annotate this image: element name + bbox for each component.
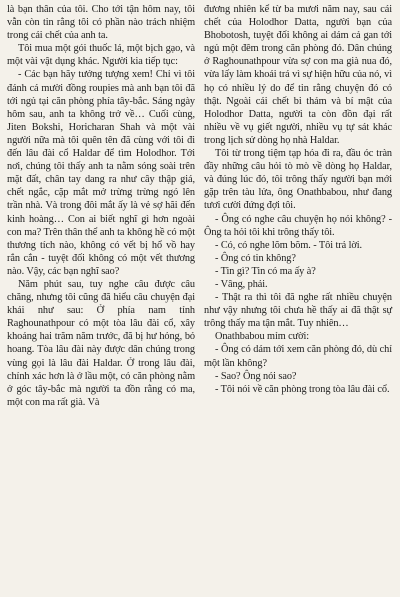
right-text-column bbox=[204, 3, 392, 597]
paragraph: - Thật ra thì tôi đã nghe rất nhiều chuyện như vậy nhưng tôi chưa hề thấy ai đã thật sự trông thấy ma tận mắt. Tuy nhiên… bbox=[204, 292, 392, 330]
paragraph: - Tôi nói về căn phòng trong tòa lâu đài cổ. bbox=[215, 383, 390, 395]
paragraph: - Ông có nghe câu chuyện họ nói không? - Ông ta hỏi tôi khi trông thấy tôi. bbox=[204, 213, 392, 238]
paragraph: - Vâng, phải. bbox=[215, 278, 268, 290]
left-text-column bbox=[7, 3, 195, 597]
paragraph: - Các bạn hãy tưởng tượng xem! Chỉ vì tôi đánh cá mười đồng roupies mà anh bạn tôi đã tới ngủ tại căn phòng phía tây-bắc. Sáng ngày hôm sau, anh ta không trở về… Cuối cùng, Jiten Bokshi, Horicharan Shah và một vài người nữa mà tôi quên tên đã cùng với tôi đi đến lâu đài cổ Haldar để tìm Holodhor. Tới nơi, chúng tôi thấy anh ta nằm sóng soài trên mặt đất, chân tay dang ra như cây thập giá, chết ngắc, cặp mắt mở trừng trừng ngó lên trần nhà. Và trong đôi mắt ấy là vẻ sợ hãi đến kinh hoàng… Con ai biết nghĩ gì hơn ngoài con ma? Trên thân thể anh ta không hề có một thương tích nào, không có vết bị hổ vồ hay rắn cắn - tuyệt đối không có một vết thương nào. Vậy, các bạn nghĩ sao? bbox=[7, 69, 195, 277]
paragraph: Tôi mua một gói thuốc lá, một bịch gạo, và một vài vật dụng khác. Người kia tiếp tục: bbox=[7, 43, 195, 68]
paragraph: - Tin gì? Tin có ma ấy à? bbox=[215, 265, 316, 277]
paragraph: là bạn thân của tôi. Cho tới tận hôm nay, tôi vẫn còn tin rằng tôi có phần nào trách nhiệm trong cái chết của anh ta. bbox=[7, 4, 195, 42]
paragraph: - Ông có dám tới xem căn phòng đó, dù chỉ một lần không? bbox=[204, 344, 392, 369]
paragraph: - Có, có nghe lõm bõm. - Tôi trả lời. bbox=[215, 239, 363, 251]
paragraph: Tôi từ trong tiệm tạp hóa đi ra, đầu óc tràn đầy những câu hỏi tò mò về dòng họ Haldar, và đúng lúc đó, tôi trông thấy người bạn mới gặp trên tàu lửa, ông Onathbabou, như đang tươi cười đứng đợi tôi. bbox=[204, 148, 392, 212]
paragraph: Năm phút sau, tuy nghe câu được câu chăng, nhưng tôi cũng đã hiểu câu chuyện đại khái như sau: Ở phía nam tỉnh Raghounathpour có một tòa lâu đài cổ, xây khoảng hai trăm năm trước, đã bị hư hỏng, bỏ hoang. Tòa lâu đài này được dân chúng trong vùng gọi là lâu đài Haldar. Ở trong lâu đài, chính xác hơn là ở lầu một, có căn phòng nằm ở góc tây-bắc mà người ta đồn rằng có ma, một con ma rất già. Và bbox=[7, 278, 195, 408]
paragraph: Onathbabou mỉm cười: bbox=[215, 331, 310, 343]
paragraph: đương nhiên kể từ ba mươi năm nay, sau cái chết của Holodhor Datta, người bạn của Bhobotosh, tuyệt đối không ai dám cả gan tới ngủ một đêm trong căn phòng đó. Dân chúng ở Raghounathpour vừa sợ con ma già nua đó, vừa lấy làm khoái trá vì sự hiện hữu của nó, vì họ có nhiều lý do để tin rằng chuyện đó có thật. Ngoài cái chết bi thảm và bí mật của Holodhor Datta, người ta còn đồn đại rất nhiều về vụ giết người, nhiều vụ tự sát khác trong lịch sử dòng họ nhà Haldar. bbox=[204, 4, 392, 146]
paragraph: - Sao? Ông nói sao? bbox=[215, 370, 297, 382]
paragraph: - Ông có tin không? bbox=[215, 252, 296, 264]
